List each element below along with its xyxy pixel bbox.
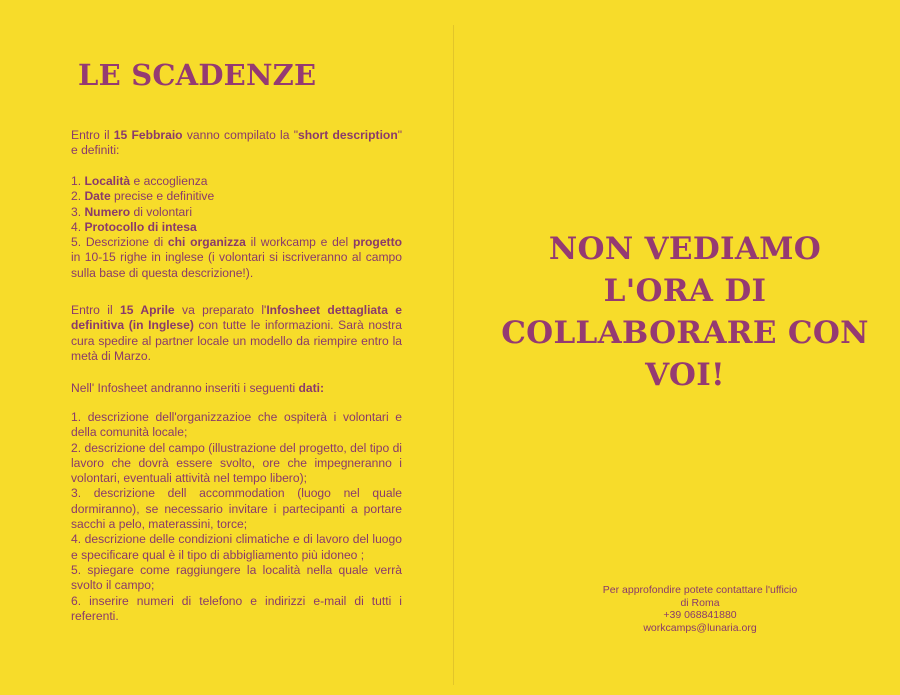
- list-item: [71, 220, 402, 235]
- intro-paragraph-february: [71, 128, 402, 159]
- item-term: progetto: [352, 235, 402, 250]
- text-run: con tutte le informazioni. Sarà nostra cura spedire al partner locale un modello da riempire entro la metà di Marzo.: [71, 318, 402, 363]
- list-item: 5. spiegare come raggiungere la località nella quale verrà svolto il campo;: [71, 562, 402, 593]
- item-term: Località: [84, 174, 131, 188]
- deadline-date: 15 Febbraio: [113, 128, 183, 142]
- item-text: in 10-15 righe in inglese (i volontari si iscriveranno al campo sulla base di questa descrizione!).: [71, 250, 402, 280]
- bold-term: Infosheet dettagliata e definitiva (in Inglese): [71, 303, 403, 333]
- intro-paragraph-april: [71, 303, 402, 364]
- text-run: " e definiti:: [71, 128, 403, 158]
- item-text: 5. Descrizione di: [71, 235, 168, 250]
- contact-email: workcamps@lunaria.org: [643, 622, 757, 635]
- page-fold-divider: [453, 25, 454, 685]
- list-item: [71, 174, 402, 189]
- bold-term: dati:: [298, 381, 325, 395]
- list-item: [71, 189, 402, 204]
- list-item: 6. inserire numeri di telefono e indirizzi e-mail di tutti i referenti.: [71, 593, 402, 623]
- item-number: 3.: [71, 204, 85, 219]
- slogan-line: L'ORA DI: [603, 273, 767, 309]
- list-item: 2. descrizione del campo (illustrazione del progetto, del tipo di lavoro che dovrà essere svolto, ore che impegneranno i volontari, eventuali attività nel tempo libero);: [71, 440, 402, 486]
- item-text: il workcamp e del: [245, 235, 353, 250]
- item-term: Numero: [84, 204, 131, 219]
- list-item: [71, 235, 402, 281]
- page-title: LE SCADENZE: [78, 58, 317, 92]
- text-run: Entro il: [71, 128, 114, 142]
- contact-line: Per approfondire potete contattare l'ufficio: [602, 584, 798, 596]
- text-run: va preparato l': [174, 303, 267, 317]
- text-run: Entro il: [71, 303, 121, 317]
- item-text: di volontari: [130, 204, 193, 219]
- infosheet-intro: [71, 381, 402, 396]
- item-term: chi organizza: [167, 235, 246, 250]
- short-description-list: [71, 174, 402, 281]
- list-item: [71, 205, 402, 220]
- list-item: 4. descrizione delle condizioni climatiche e di lavoro del luogo e specificare qual è il tipo di abbigliamento più idoneo ;: [71, 532, 402, 562]
- slogan-line: NON VEDIAMO: [548, 231, 822, 267]
- item-number: 2.: [71, 189, 85, 204]
- slogan-line: COLLABORARE CON: [501, 315, 869, 351]
- contact-info: [550, 584, 850, 635]
- infosheet-data-list: [71, 410, 402, 624]
- text-run: vanno compilato la ": [182, 128, 299, 142]
- bold-term: short description: [298, 128, 398, 142]
- item-term: Date: [84, 189, 111, 204]
- list-item: 1. descrizione dell'organizzazioe che ospiterà i volontari e della comunità locale;: [71, 410, 402, 440]
- contact-office: di Roma: [680, 596, 720, 609]
- list-item: 3. descrizione dell accommodation (luogo nel quale dormiranno), se necessario invitare i partecipanti a portare sacchi a pelo, materassini, torce;: [71, 486, 402, 532]
- contact-phone: +39 068841880: [663, 609, 737, 622]
- closing-slogan: [470, 228, 900, 396]
- text-run: Nell' Infosheet andranno inseriti i seguenti: [71, 381, 299, 395]
- item-text: precise e definitive: [110, 189, 215, 204]
- item-number: 4.: [71, 219, 85, 234]
- item-term: Protocollo di intesa: [84, 219, 197, 234]
- item-number: 1.: [71, 174, 85, 188]
- slogan-line: VOI!: [645, 357, 725, 393]
- item-text: e accoglienza: [130, 174, 208, 188]
- deadline-date: 15 Aprile: [120, 303, 175, 317]
